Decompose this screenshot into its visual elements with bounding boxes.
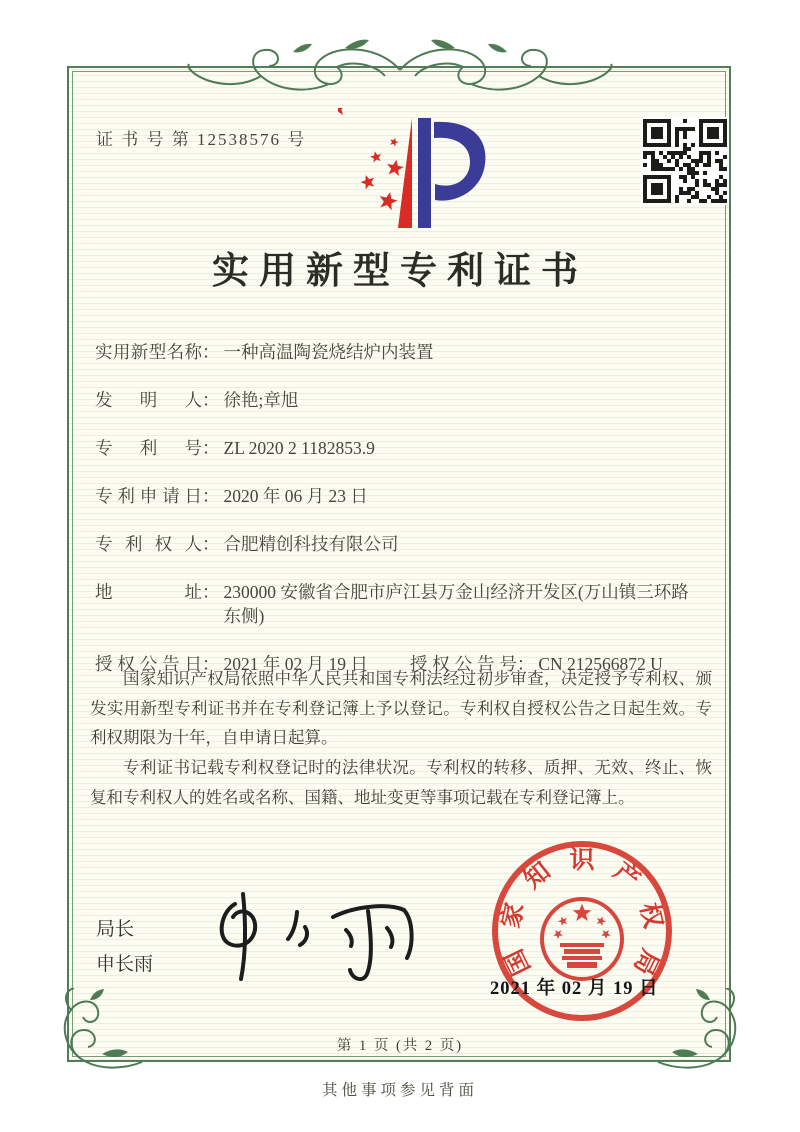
- field-value: 2021 年 02 月 19 日: [223, 654, 368, 674]
- certificate-number: 证 书 号 第 12538576 号: [96, 130, 307, 149]
- field-value: 230000 安徽省合肥市庐江县万金山经济开发区(万山镇三环路东侧): [223, 582, 689, 626]
- border-ornament-top-icon: [185, 34, 615, 98]
- field-colon: ：: [202, 342, 220, 362]
- border-ornament-bottom-left-icon: [46, 988, 146, 1072]
- seal-ring-char: 权: [634, 900, 667, 931]
- commissioner-signature: [205, 882, 425, 986]
- field-label: 授权公告号: [409, 654, 517, 674]
- field-colon: ：: [202, 534, 220, 554]
- field-value: ZL 2020 2 1182853.9: [223, 438, 375, 458]
- field-row-filing-date: [95, 484, 713, 508]
- field-value: 合肥精创科技有限公司: [223, 534, 399, 554]
- legal-paragraph-1: 国家知识产权局依照中华人民共和国专利法经过初步审查，决定授予专利权、颁发实用新型专利证书并在专利登记簿上予以登记。专利权自授权公告之日起生效。专利权期限为十年，自申请日起算。: [90, 669, 712, 748]
- field-colon: ：: [202, 654, 220, 674]
- field-label: 实用新型名称: [95, 342, 202, 362]
- field-label: 专利号: [95, 438, 202, 458]
- commissioner-name: 申长雨: [96, 954, 154, 976]
- field-colon: ：: [202, 582, 220, 602]
- field-colon: ：: [516, 654, 535, 674]
- field-row-patent-no: [95, 436, 713, 460]
- commissioner-title: 局长: [96, 919, 135, 940]
- back-side-note: 其他事项参见背面: [321, 1082, 478, 1099]
- field-row-inventor: [95, 388, 713, 412]
- field-colon: ：: [202, 390, 220, 410]
- field-row-address: [95, 580, 713, 628]
- national-emblem-icon: [536, 891, 628, 987]
- seal-ring-char: 国: [501, 944, 537, 980]
- field-value: 2020 年 06 月 23 日: [223, 486, 368, 506]
- field-list: [95, 340, 713, 700]
- field-label: 地址: [95, 582, 202, 602]
- field-label: 发明人: [95, 390, 202, 410]
- field-label: 专利权人: [95, 534, 202, 554]
- field-value: CN 212566872 U: [538, 654, 663, 674]
- field-label: 专利申请日: [95, 486, 202, 506]
- field-label: 授权公告日: [95, 654, 202, 674]
- seal-date: 2021 年 02 月 19 日: [490, 979, 659, 999]
- page-number: 第 1 页 (共 2 页): [336, 1038, 464, 1054]
- cnipa-seal: [482, 831, 682, 1031]
- certificate-title: 实用新型专利证书: [212, 251, 588, 292]
- field-value: 徐艳;章旭: [223, 390, 299, 410]
- seal-ring-char: 产: [607, 857, 645, 895]
- field-colon: ：: [202, 486, 220, 506]
- legal-paragraph-2: 专利证书记载专利权登记时的法律状况。专利权的转移、质押、无效、终止、恢复和专利权人的姓名或名称、国籍、地址变更等事项记载在专利登记簿上。: [90, 758, 712, 807]
- seal-ring-char: 知: [519, 857, 557, 895]
- cnipa-logo-icon: [338, 108, 486, 240]
- seal-ring-char: 局: [627, 944, 663, 980]
- field-colon: ：: [202, 438, 220, 458]
- qr-code: [641, 117, 729, 205]
- seal-ring-char: 家: [497, 900, 530, 931]
- field-row-name: [95, 340, 713, 364]
- field-value: 一种高温陶瓷烧结炉内装置: [223, 342, 434, 362]
- commissioner-block: [96, 912, 153, 982]
- legal-text: [90, 664, 712, 812]
- seal-ring-char: 识: [569, 847, 595, 874]
- field-row-patentee: [95, 532, 713, 556]
